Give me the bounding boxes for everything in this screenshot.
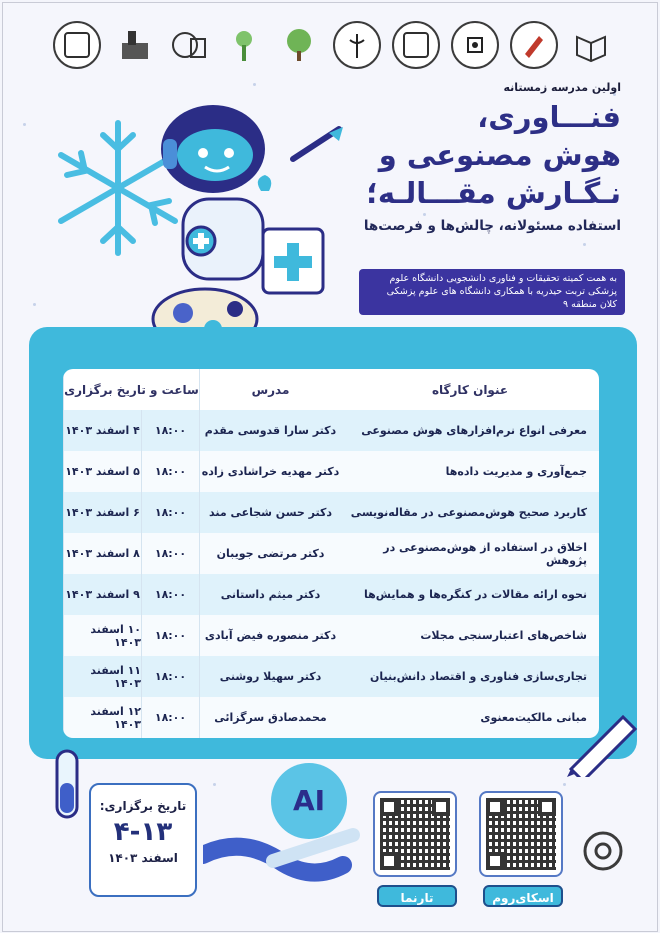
row-teacher: دکتر حسن شجاعی مند: [199, 492, 341, 533]
header-title: عنوان کارگاه: [431, 382, 509, 397]
row-title: نحوه ارائه مقالات در کنگره‌ها و همایش‌ها: [364, 588, 587, 601]
row-title: معرفی انواع نرم‌افزارهای هوش مصنوعی: [361, 424, 587, 437]
table-row: [63, 410, 599, 451]
table-row: [63, 492, 599, 533]
header-teacher: مدرس: [199, 369, 341, 410]
row-title: مبانی مالکیت‌معنوی: [480, 711, 587, 724]
row-title: جمع‌آوری و مدیریت داده‌ها: [445, 465, 587, 478]
table-row: [63, 451, 599, 492]
row-time: ۱۸:۰۰: [141, 410, 199, 451]
row-date: ۴ اسفند ۱۴۰۳: [63, 410, 141, 451]
row-time: ۱۸:۰۰: [141, 492, 199, 533]
logo-building-icon: [392, 21, 440, 69]
gear-icon: [573, 821, 633, 881]
title-line-3: نـگـارش مقـــالـه؛: [366, 176, 621, 210]
table-row: [63, 615, 599, 656]
poster: [2, 2, 658, 932]
ai-badge: AI: [271, 763, 347, 839]
row-time: ۱۸:۰۰: [141, 451, 199, 492]
table-row: [63, 656, 599, 697]
handshake-illustration: [203, 815, 363, 905]
snow-dot: [583, 243, 586, 246]
row-date: ۱۱ اسفند ۱۴۰۳: [63, 656, 141, 697]
title-line-1: فنـــاوری،: [477, 100, 621, 134]
row-date: ۸ اسفند ۱۴۰۳: [63, 533, 141, 574]
row-time: ۱۸:۰۰: [141, 697, 199, 738]
table-row: [63, 574, 599, 615]
row-date: ۱۰ اسفند ۱۴۰۳: [63, 615, 141, 656]
pencil-icon: [563, 707, 643, 777]
logo-caduceus-icon: [333, 21, 381, 69]
logo-book-icon: [53, 21, 101, 69]
test-tube-icon: [43, 747, 93, 827]
row-teacher: دکتر مهدیه خراشادی زاده: [199, 451, 341, 492]
schedule-table: [63, 369, 599, 738]
row-date: ۱۲ اسفند ۱۴۰۳: [63, 697, 141, 738]
row-time: ۱۸:۰۰: [141, 533, 199, 574]
row-date: ۹ اسفند ۱۴۰۳: [63, 574, 141, 615]
row-time: ۱۸:۰۰: [141, 574, 199, 615]
row-title: کاربرد صحیح هوش‌مصنوعی در مقاله‌نویسی: [350, 506, 587, 519]
header-datetime: ساعت و تاریخ برگزاری: [63, 369, 199, 410]
event-date-range: ۴-۱۳: [113, 817, 173, 847]
table-header-row: [63, 369, 599, 410]
row-teacher: دکتر سارا قدوسی مقدم: [199, 410, 341, 451]
row-title: اخلاق در استفاده از هوش‌مصنوعی در پژوهش: [383, 540, 587, 567]
logo-research-committee-icon: [167, 23, 211, 67]
subtitle: استفاده مسئولانه، چالش‌ها و فرصت‌ها: [363, 218, 621, 234]
row-teacher: دکتر میثم داستانی: [199, 574, 341, 615]
row-title: تجاری‌سازی فناوری و اقتصاد دانش‌بنیان: [370, 670, 587, 683]
snow-dot: [563, 783, 566, 786]
qr-code-skyroom[interactable]: [479, 791, 563, 877]
header-kicker: اولین مدرسه زمستانه: [503, 81, 621, 94]
logo-university-seal-icon: [451, 21, 499, 69]
row-date: ۵ اسفند ۱۴۰۳: [63, 451, 141, 492]
row-teacher: دکتر مرتضی جویبان: [199, 533, 341, 574]
snow-dot: [33, 303, 36, 306]
event-date-label: تاریخ برگزاری:: [99, 799, 187, 813]
logo-medical-university-icon: [112, 23, 156, 67]
snow-dot: [23, 123, 26, 126]
snow-dot: [253, 83, 256, 86]
qr-code-tarnama[interactable]: [373, 791, 457, 877]
header-block: [291, 81, 621, 234]
table-row: [63, 533, 599, 574]
event-date-month: اسفند ۱۴۰۳: [108, 851, 178, 865]
logo-book-open-icon: [569, 23, 613, 67]
event-date-card: [89, 783, 197, 897]
title-line-2: هوش مصنوعی و: [378, 138, 621, 172]
qr-label-skyroom: اسکای‌روم: [483, 885, 563, 907]
qr-label-tarnama: تارنما: [377, 885, 457, 907]
row-title: شاخص‌های اعتبارسنجی مجلات: [420, 629, 587, 642]
logo-tree-icon: [277, 23, 321, 67]
row-teacher: محمدصادق سرگزائی: [199, 697, 341, 738]
snow-dot: [213, 783, 216, 786]
table-body: [63, 410, 599, 738]
logos-row: [53, 19, 613, 71]
row-teacher: دکتر سهیلا روشنی: [199, 656, 341, 697]
logo-pen-hand-icon: [510, 21, 558, 69]
organizer-box: به همت کمیته تحقیقات و فناوری دانشجویی دانشگاه علوم پزشکی تربت حیدریه با همکاری دانشگاه های علوم پزشکی کلان منطقه ۹: [359, 269, 625, 315]
table-row: [63, 697, 599, 738]
row-time: ۱۸:۰۰: [141, 656, 199, 697]
row-teacher: دکتر منصوره فیض آبادی: [199, 615, 341, 656]
row-date: ۶ اسفند ۱۴۰۳: [63, 492, 141, 533]
row-time: ۱۸:۰۰: [141, 615, 199, 656]
logo-health-seal-icon: [222, 23, 266, 67]
